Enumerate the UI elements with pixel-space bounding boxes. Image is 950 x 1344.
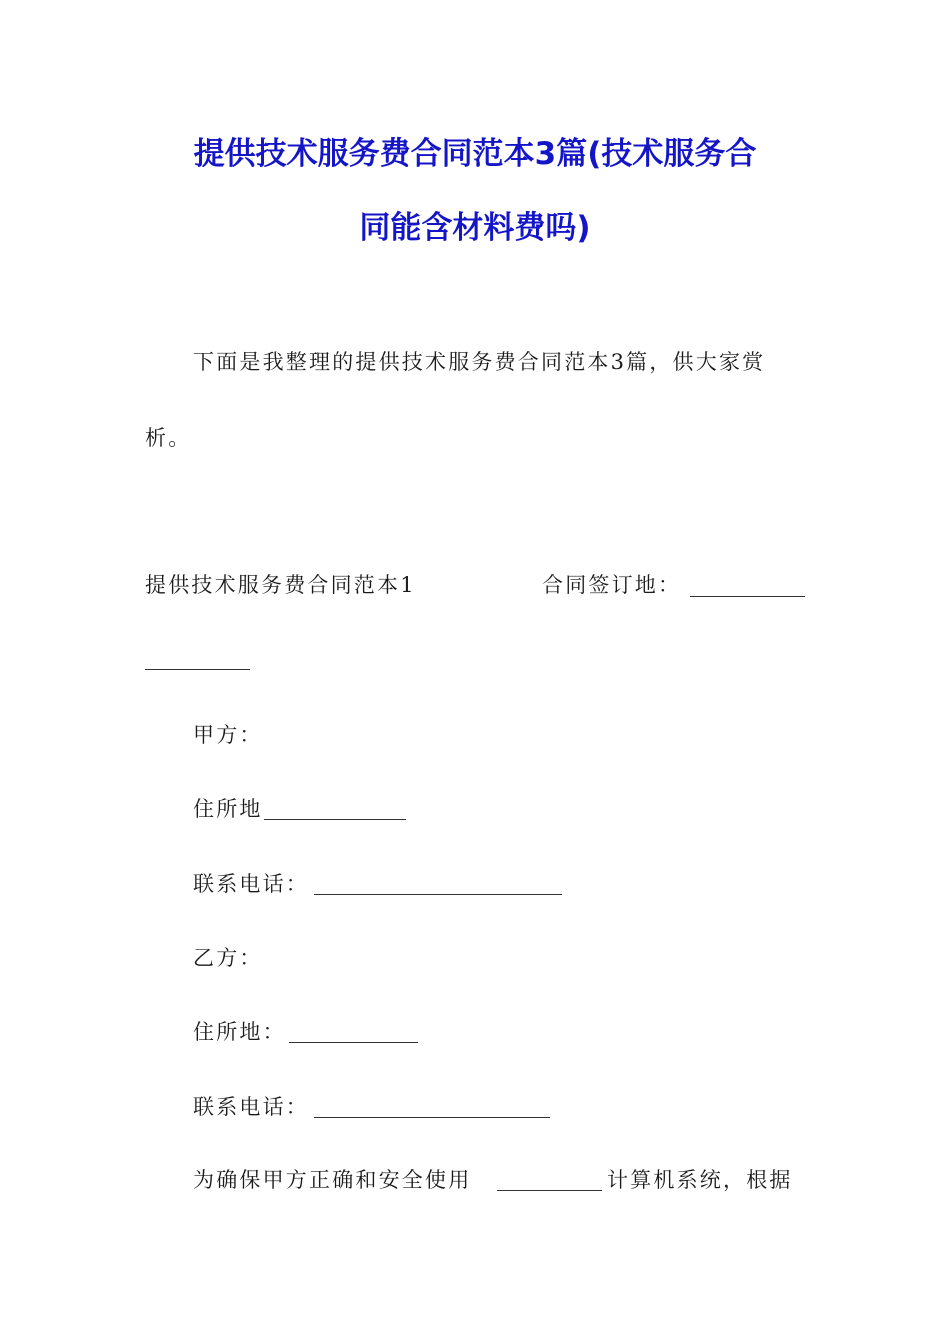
paragraph-start: 为确保甲方正确和安全使用 [193,1168,472,1192]
sign-place-blank [690,578,805,597]
party-a-address-label: 住所地 [193,797,263,821]
document-title-line-2: 同能含材料费吗) [359,210,591,246]
intro-line-1: 下面是我整理的提供技术服务费合同范本3篇，供大家赏 [193,350,766,374]
document-title-line-1: 提供技术服务费合同范本3篇(技术服务合 [193,136,757,172]
party-b-phone-label: 联系电话： [193,1095,309,1119]
party-a-address-blank [264,801,406,820]
party-b-phone-blank [314,1099,550,1118]
intro-line-2: 析。 [145,426,192,450]
paragraph-continuation: 计算机系统，根据 [607,1168,793,1192]
party-b-label: 乙方： [193,946,263,970]
sign-place-blank-continued [145,651,250,670]
party-b-address-blank [289,1024,418,1043]
system-name-blank [497,1172,602,1191]
sign-place-label: 合同签订地： [542,573,682,597]
party-b-address-label: 住所地： [193,1020,286,1044]
party-a-phone-label: 联系电话： [193,872,309,896]
party-a-phone-blank [314,876,562,895]
contract-heading: 提供技术服务费合同范本1 [145,573,416,597]
party-a-label: 甲方： [193,723,263,747]
